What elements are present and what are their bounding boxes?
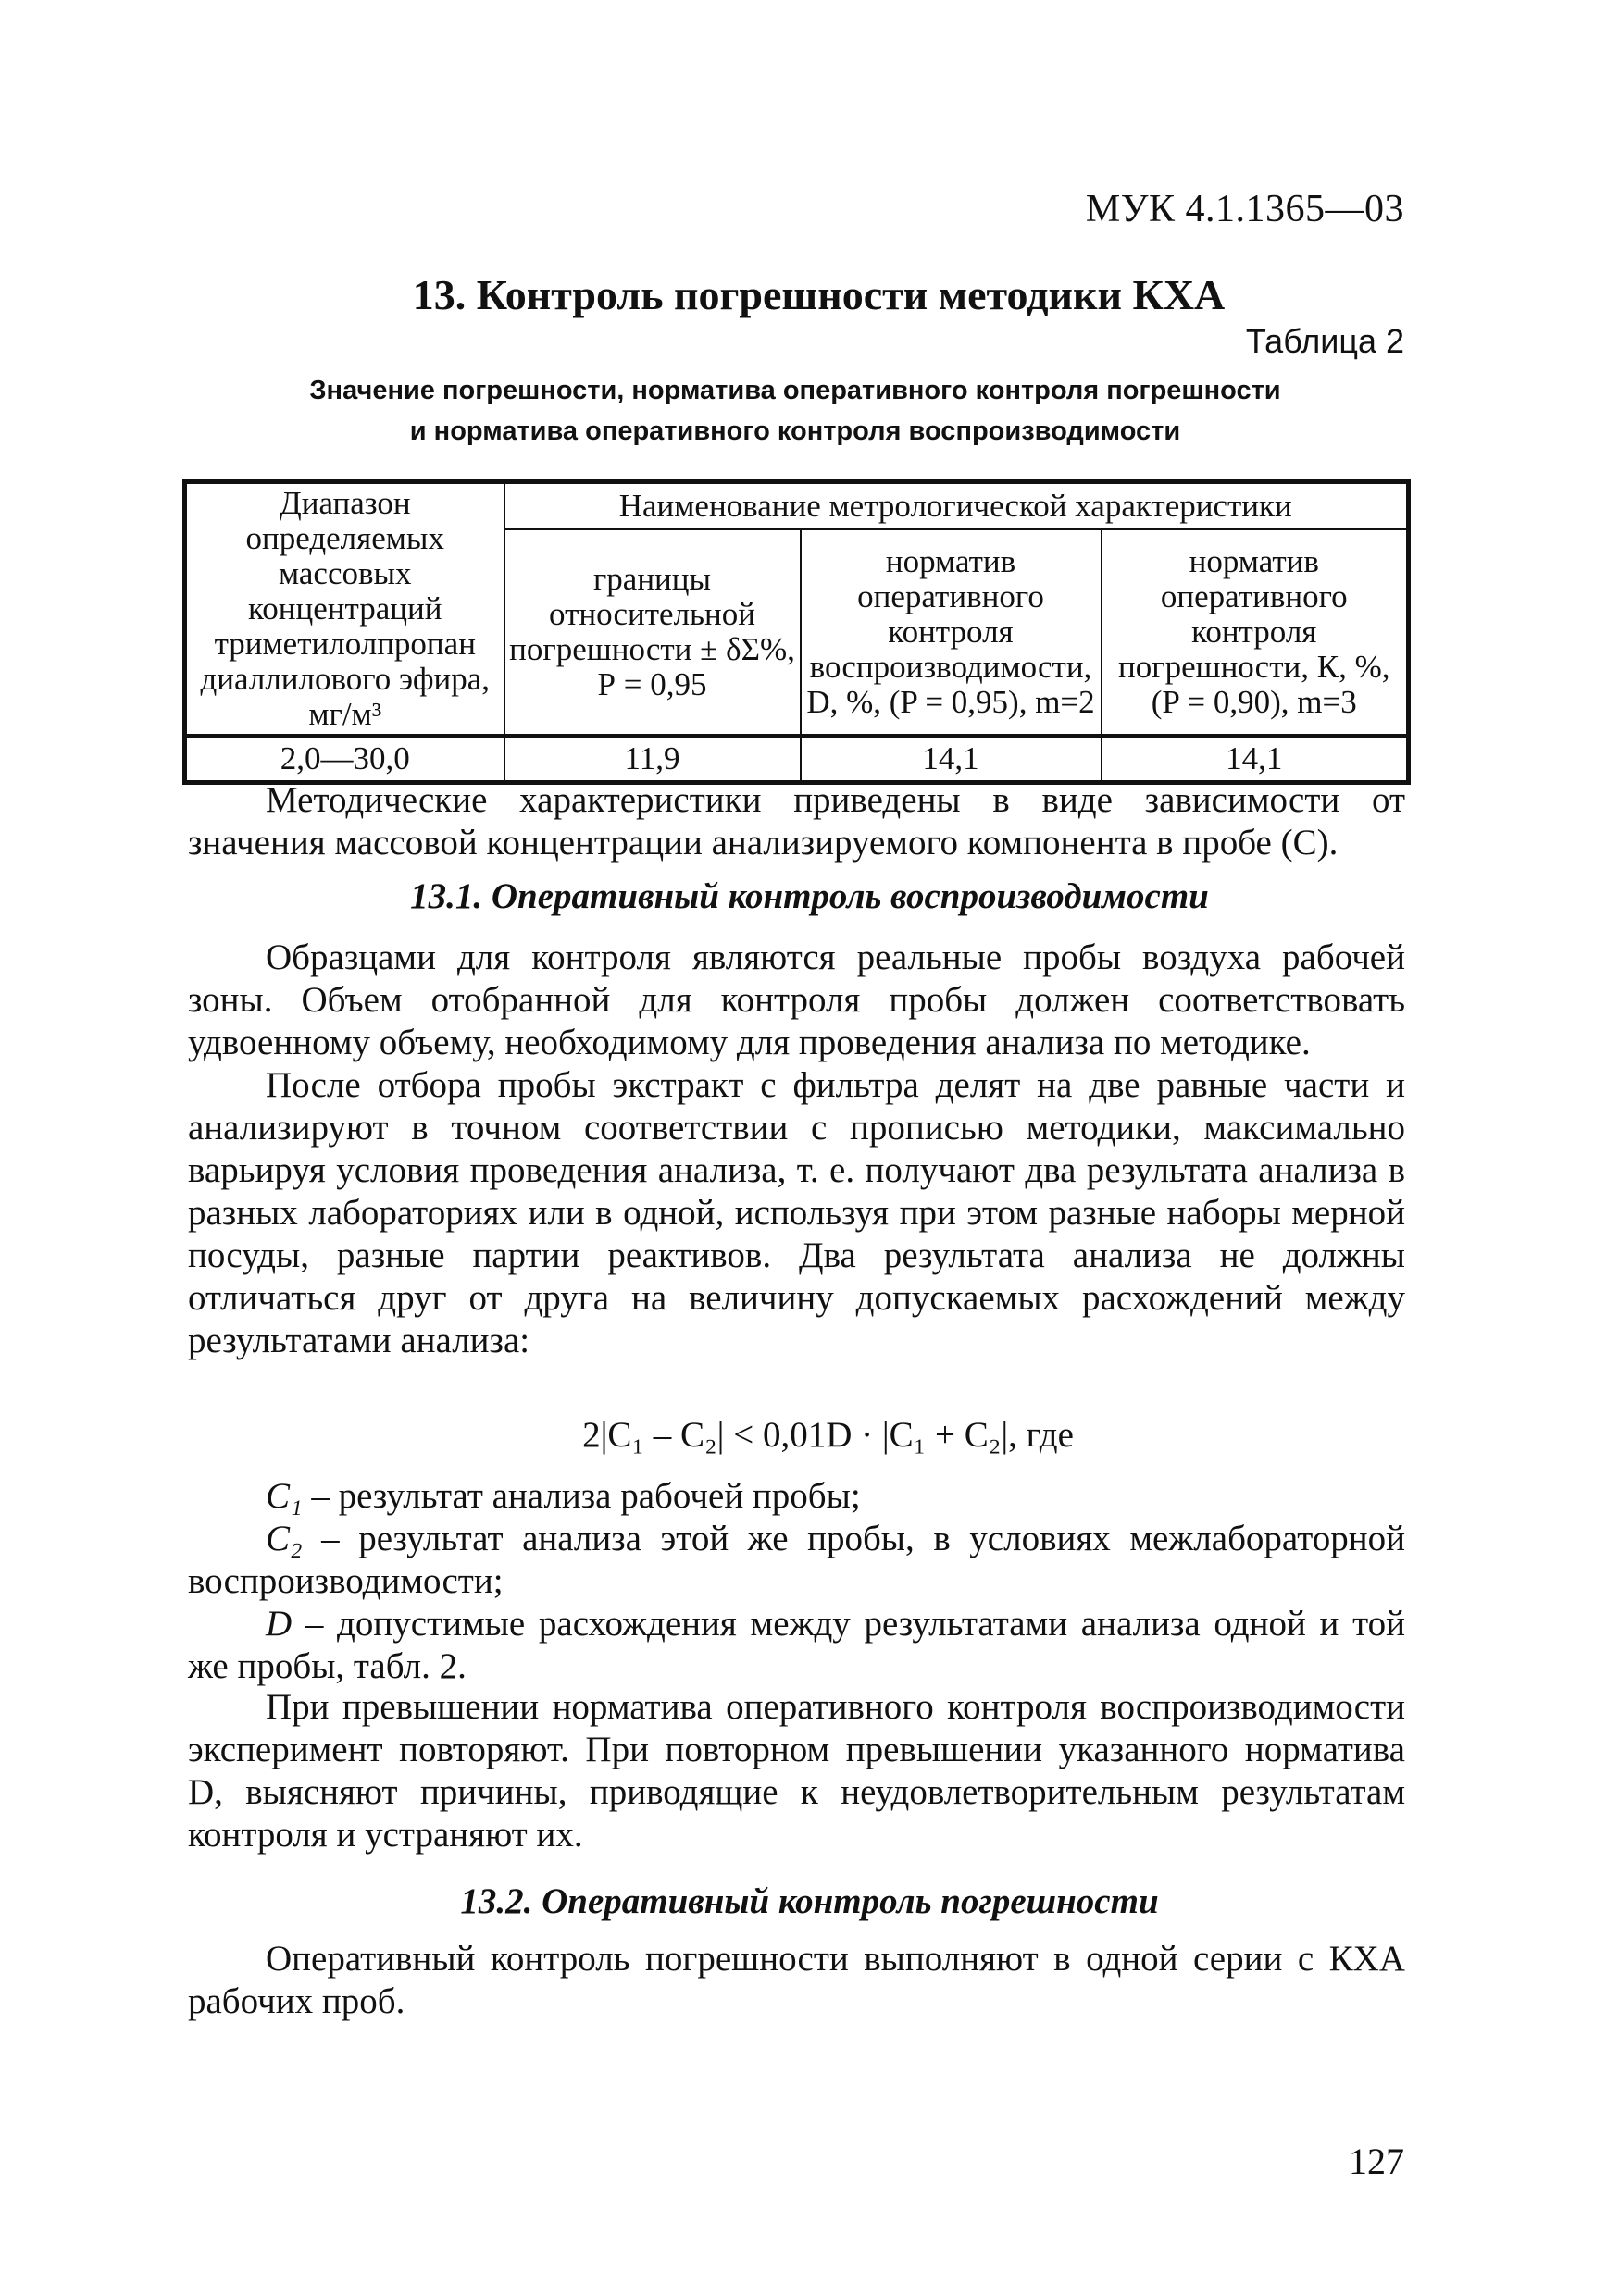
header-concentration-range: Диапазон определяемых массовых концентраций триметилолпропан диаллилового эфира, мг/м³ — [185, 482, 504, 737]
symbol-c1: C₁ — [266, 1476, 303, 1516]
definition-c1-text: – результат анализа рабочей пробы; — [302, 1476, 861, 1516]
subsection-13-2-body — [188, 1938, 1405, 2023]
table-caption-line-1: Значение погрешности, норматива оперативного контроля погрешности — [309, 376, 1281, 405]
document-code: МУК 4.1.1365—03 — [1085, 188, 1404, 230]
definition-c2-text: – результат анализа этой же пробы, в условиях межлабораторной воспроизводимости; — [188, 1519, 1405, 1601]
table-caption — [185, 370, 1405, 452]
definition-c2 — [188, 1518, 1405, 1603]
paragraph-repeat — [188, 1686, 1405, 1856]
cell-d-value: 14,1 — [801, 736, 1102, 783]
page-number: 127 — [1349, 2141, 1404, 2182]
paragraph-text: Методические характеристики приведены в виде зависимости от значения массовой концентрации анализируемого компонента в пробе (С). — [188, 780, 1405, 863]
formula: 2|C₁ – C₂| < 0,01D · |C₁ + C₂|, где — [582, 1415, 1074, 1455]
methodic-paragraph — [188, 779, 1405, 864]
header-error-norm: норматив оперативного контроля погрешности, К, %, (P = 0,90), m=3 — [1102, 529, 1409, 736]
header-reproducibility-norm: норматив оперативного контроля воспроизводимости, D, %, (P = 0,95), m=2 — [801, 529, 1102, 736]
definition-d — [188, 1603, 1405, 1688]
subsection-heading-13-2: 13.2. Оперативный контроль погрешности — [460, 1881, 1159, 1921]
paragraph-samples: Образцами для контроля являются реальные пробы воздуха рабочей зоны. Объем отобранной для контроля пробы должен соответствовать удвоенному объему, необходимому для проведения анализа по методике. — [188, 937, 1405, 1062]
paragraph-text: При превышении норматива оперативного контроля воспроизводимости эксперимент повторяют. При повторном превышении указанного норматива D, выясняют причины, приводящие к неудовлетворительным результатам контроля и устраняют их. — [188, 1687, 1405, 1855]
table-label: Таблица 2 — [1245, 322, 1404, 360]
subsection-heading-13-1: 13.1. Оперативный контроль воспроизводимости — [410, 876, 1209, 916]
header-error-bounds: границы относительной погрешности ± δΣ%, Р = 0,95 — [504, 529, 801, 736]
table-row — [185, 736, 1409, 783]
metrology-table — [182, 479, 1411, 785]
symbol-c2: C₂ — [266, 1519, 303, 1558]
definition-c1 — [188, 1475, 1405, 1518]
cell-error-bound: 11,9 — [504, 736, 801, 783]
subsection-13-1-body — [188, 937, 1405, 1362]
section-title: 13. Контроль погрешности методики КХА — [412, 271, 1226, 318]
table-caption-line-2: и норматива оперативного контроля воспроизводимости — [409, 416, 1181, 446]
header-metrology-group: Наименование метрологической характеристики — [504, 482, 1409, 530]
paragraph-procedure: После отбора пробы экстракт с фильтра делят на две равные части и анализируют в точном соответствии с прописью методики, максимально варьируя условия проведения анализа, т. е. получают два результата анализа в разных лабораториях или в одной, используя при этом разные наборы мерной посуды, разные партии реактивов. Два результата анализа не должны отличаться друг от друга на величину допускаемых расхождений между результатами анализа: — [188, 1065, 1405, 1360]
cell-range: 2,0—30,0 — [185, 736, 504, 783]
cell-k-value: 14,1 — [1102, 736, 1409, 783]
definition-d-text: – допустимые расхождения между результатами анализа одной и той же пробы, табл. 2. — [188, 1604, 1405, 1686]
symbol-definitions — [188, 1475, 1405, 1688]
symbol-d: D — [266, 1604, 293, 1644]
paragraph-text: Оперативный контроль погрешности выполняют в одной серии с КХА рабочих проб. — [188, 1939, 1405, 2021]
